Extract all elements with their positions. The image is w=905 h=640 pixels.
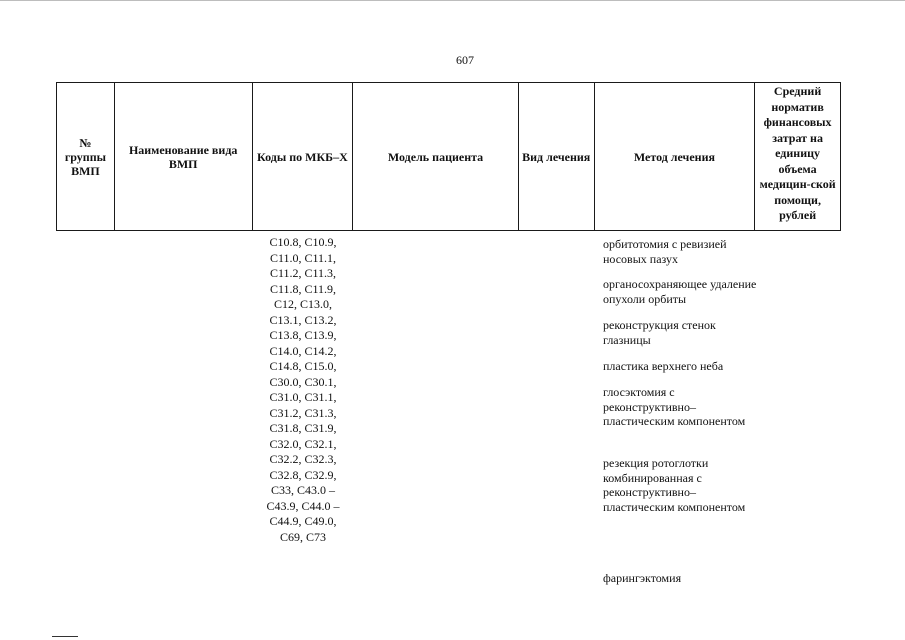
icd-code-line: C31.2, C31.3, xyxy=(269,405,337,420)
icd-code-line: C12, C13.0, xyxy=(273,297,332,311)
header-patient-model: Модель пациента xyxy=(353,83,519,230)
icd-code-line: C69, C73 xyxy=(279,529,326,544)
method-item: пластика верхнего неба xyxy=(603,359,724,373)
method-item: органосохраняющее удаление опухоли орбиты xyxy=(603,277,757,306)
icd-code-line: C43.9, C44.0 – xyxy=(266,498,340,513)
icd-code-line: C32.2, C32.3, xyxy=(269,452,337,466)
header-icd-codes: Коды по МКБ–Х xyxy=(253,83,354,230)
icd-code-line: C13.8, C13.9, xyxy=(269,328,337,342)
method-item: реконструкция стенок глазницы xyxy=(603,318,716,347)
footnote-rule xyxy=(52,636,78,637)
icd-code-line: C14.8, C15.0, xyxy=(269,359,337,373)
icd-code-line: C11.2, C11.3, xyxy=(269,266,337,280)
icd-code-line: C10.8, C10.9, xyxy=(269,235,337,249)
icd-code-line: C11.0, C11.1, xyxy=(269,250,337,265)
header-group-number: № группы ВМП xyxy=(57,83,115,230)
header-average-cost: Средний норматив финансовых затрат на единицу объема медицин-ской помощи, рублей xyxy=(759,84,836,222)
icd-code-line: C31.8, C31.9, xyxy=(269,421,337,435)
method-item: орбитотомия с ревизией носовых пазух xyxy=(603,237,727,266)
header-vmp-name: Наименование вида ВМП xyxy=(115,83,253,230)
icd-code-line: C31.0, C31.1, xyxy=(269,390,337,404)
header-treatment-method: Метод лечения xyxy=(595,83,756,230)
icd-code-line: C32.0, C32.1, xyxy=(269,436,337,451)
method-item: резекция ротоглотки комбинированная с реконструктивно–пластическим компонентом xyxy=(603,456,746,514)
page-number: 607 xyxy=(456,53,474,67)
icd-code-line: C11.8, C11.9, xyxy=(269,281,337,296)
method-item: глосэктомия с реконструктивно–пластическим компонентом xyxy=(603,385,746,428)
icd-code-line: C14.0, C14.2, xyxy=(269,343,337,358)
icd-code-line: C33, C43.0 – xyxy=(270,483,335,497)
icd-codes-cell xyxy=(254,235,352,545)
header-treatment-type: Вид лечения xyxy=(519,83,595,230)
icd-code-line: C13.1, C13.2, xyxy=(269,312,337,327)
top-rule xyxy=(0,0,905,1)
icd-code-line: C44.9, C49.0, xyxy=(269,514,337,528)
icd-code-line: C30.0, C30.1, xyxy=(269,374,337,389)
table-header xyxy=(56,82,841,231)
method-item: фарингэктомия xyxy=(603,571,682,585)
icd-code-line: C32.8, C32.9, xyxy=(269,467,337,482)
